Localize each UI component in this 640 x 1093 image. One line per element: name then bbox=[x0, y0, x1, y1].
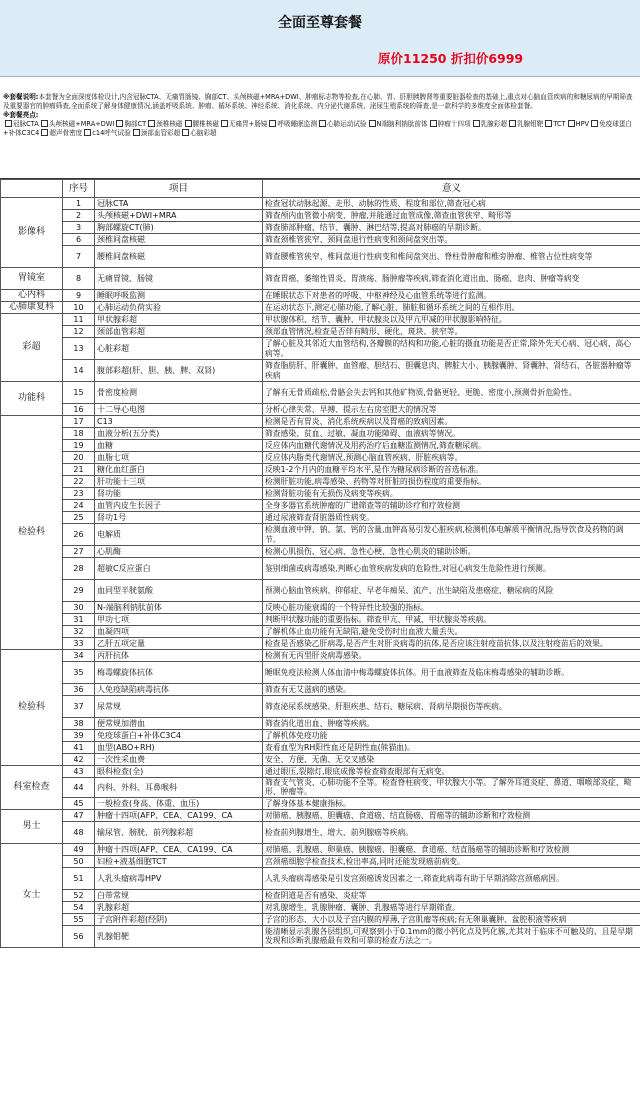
features-label: ※套餐亮点: bbox=[3, 111, 38, 119]
item-cell: 乙肝五项定量 bbox=[95, 638, 263, 650]
no-cell: 22 bbox=[63, 476, 95, 488]
meaning-cell: 筛查脂肪肝、肝囊肿、血管瘤、胆结石、胆囊息肉、脾脏大小、胰腺囊肿、肾囊肿、肾结石、各脏器肿瘤等疾病 bbox=[263, 360, 640, 382]
table-row bbox=[1, 843, 640, 855]
item-cell: 无痛胃镜、肠镜 bbox=[95, 268, 263, 290]
feature-item: 冠脉CTA bbox=[13, 120, 39, 128]
meaning-cell: 对乳腺增生、乳腺肿瘤、囊肿、乳腺癌等进行早期筛查。 bbox=[263, 901, 640, 913]
meaning-cell: 筛查感染、贫血、过敏、凝血功能障碍、血液病等情况。 bbox=[263, 428, 640, 440]
no-cell: 7 bbox=[63, 246, 95, 268]
checkup-table bbox=[0, 179, 640, 948]
header bbox=[0, 0, 640, 77]
table-row bbox=[1, 404, 640, 416]
table-row bbox=[1, 626, 640, 638]
feature-checkbox bbox=[185, 120, 192, 127]
dept-cell: 功能科 bbox=[1, 382, 63, 416]
feature-item: 心肺运动试验 bbox=[327, 120, 367, 128]
dept-cell: 影像科 bbox=[1, 198, 63, 268]
no-cell: 29 bbox=[63, 580, 95, 602]
item-cell: 妇检+液基细胞TCT bbox=[95, 855, 263, 867]
no-cell: 36 bbox=[63, 684, 95, 696]
item-cell: 肿瘤十四项(AFP、CEA、CA199、CA bbox=[95, 843, 263, 855]
no-cell: 25 bbox=[63, 512, 95, 524]
no-cell: 20 bbox=[63, 452, 95, 464]
item-cell: 睡眠呼吸监测 bbox=[95, 290, 263, 302]
item-cell: 心脏彩超 bbox=[95, 338, 263, 360]
item-cell: 一次性采血费 bbox=[95, 754, 263, 766]
feature-checkbox bbox=[269, 120, 276, 127]
table-row bbox=[1, 210, 640, 222]
features-list bbox=[3, 120, 632, 137]
item-cell: 血糖 bbox=[95, 440, 263, 452]
no-cell: 50 bbox=[63, 855, 95, 867]
meaning-cell: 了解身体基本健康指标。 bbox=[263, 797, 640, 809]
feature-checkbox bbox=[473, 120, 480, 127]
table-row bbox=[1, 314, 640, 326]
header-item: 项目 bbox=[95, 180, 263, 198]
page-title: 全面至尊套餐 bbox=[0, 12, 640, 32]
dept-cell: 检验科 bbox=[1, 416, 63, 650]
item-cell: 梅毒螺旋体抗体 bbox=[95, 662, 263, 684]
meaning-cell: 筛查肺部肿瘤、结节、囊肿、淋巴结等,提高对肺癌的早期诊断。 bbox=[263, 222, 640, 234]
item-cell: 头颅核磁+DWI+MRA bbox=[95, 210, 263, 222]
item-cell: 骨密度检测 bbox=[95, 382, 263, 404]
table-row bbox=[1, 855, 640, 867]
table-row bbox=[1, 742, 640, 754]
table-row bbox=[1, 889, 640, 901]
table-row bbox=[1, 650, 640, 662]
meaning-cell: 筛查消化道出血、肿瘤等疾病。 bbox=[263, 718, 640, 730]
no-cell: 12 bbox=[63, 326, 95, 338]
no-cell: 42 bbox=[63, 754, 95, 766]
item-cell: 输尿管、膀胱、前列腺彩超 bbox=[95, 821, 263, 843]
meaning-cell: 全身多器官系统肿瘤的广谱筛查等的辅助诊疗和疗效检测 bbox=[263, 500, 640, 512]
table-row bbox=[1, 662, 640, 684]
item-cell: 糖化血红蛋白 bbox=[95, 464, 263, 476]
item-cell: 血凝四项 bbox=[95, 626, 263, 638]
table-row bbox=[1, 754, 640, 766]
meaning-cell: 检测肝脏功能,病毒感染、药物等对肝脏的损伤程度的重要指标。 bbox=[263, 476, 640, 488]
feature-item: 腰椎核磁 bbox=[193, 120, 219, 128]
no-cell: 48 bbox=[63, 821, 95, 843]
no-cell: 16 bbox=[63, 404, 95, 416]
item-cell: N-端脑利钠肽前体 bbox=[95, 602, 263, 614]
feature-checkbox bbox=[84, 129, 91, 136]
item-cell: 内科、外科、耳鼻喉科 bbox=[95, 778, 263, 798]
table-row bbox=[1, 382, 640, 404]
feature-checkbox bbox=[369, 120, 376, 127]
meaning-cell: 鉴别细菌或病毒感染,判断心血管疾病发病的危险性,对冠心病发生危险性进行预测。 bbox=[263, 558, 640, 580]
item-cell: 人乳头瘤病毒HPV bbox=[95, 867, 263, 889]
item-cell: 肾功1号 bbox=[95, 512, 263, 524]
meaning-cell: 反映1-2个月内的血糖平均水平,是作为糖尿病诊断的首选标准。 bbox=[263, 464, 640, 476]
no-cell: 49 bbox=[63, 843, 95, 855]
meaning-cell: 判断甲状腺功能的重要指标。筛查甲亢、甲减、甲状腺炎等疾病。 bbox=[263, 614, 640, 626]
feature-item: c14呼气试验 bbox=[92, 129, 130, 137]
no-cell: 26 bbox=[63, 524, 95, 546]
no-cell: 23 bbox=[63, 488, 95, 500]
no-cell: 51 bbox=[63, 867, 95, 889]
feature-item: 乳腺钼靶 bbox=[517, 120, 543, 128]
feature-checkbox bbox=[545, 120, 552, 127]
meaning-cell: 检测是否有胃炎、消化系统疾病以及胃癌的致病因素。 bbox=[263, 416, 640, 428]
feature-checkbox bbox=[319, 120, 326, 127]
meaning-cell: 通过尿液筛查肾脏器质性病变。 bbox=[263, 512, 640, 524]
item-cell: 肝功能十三项 bbox=[95, 476, 263, 488]
meaning-cell: 检测肾脏功能有无损伤及病变等疾病。 bbox=[263, 488, 640, 500]
table-row bbox=[1, 925, 640, 947]
dept-cell: 心内科 bbox=[1, 290, 63, 302]
no-cell: 17 bbox=[63, 416, 95, 428]
table-row bbox=[1, 268, 640, 290]
feature-item: 颈部血管彩超 bbox=[141, 129, 181, 137]
table-row bbox=[1, 696, 640, 718]
feature-checkbox bbox=[221, 120, 228, 127]
dept-cell: 彩超 bbox=[1, 314, 63, 382]
meaning-cell: 甲状腺体积、结节、囊肿、甲状腺炎以及甲亢甲减的甲状腺影响特征。 bbox=[263, 314, 640, 326]
item-cell: 胸部螺旋CT(肺) bbox=[95, 222, 263, 234]
item-cell: 血同型半胱氨酸 bbox=[95, 580, 263, 602]
meaning-cell: 了解机体止血功能有无缺陷,避免受伤时出血液大量丢失。 bbox=[263, 626, 640, 638]
meaning-cell: 睡眠免疫法检测人体血清中梅毒螺旋体抗体。用于血液筛查及临床梅毒感染的辅助诊断。 bbox=[263, 662, 640, 684]
dept-cell: 女士 bbox=[1, 843, 63, 947]
item-cell: 腹部彩超(肝、胆、胰、脾、双肾) bbox=[95, 360, 263, 382]
no-cell: 37 bbox=[63, 696, 95, 718]
item-cell: 血型(ABO+RH) bbox=[95, 742, 263, 754]
table-row bbox=[1, 476, 640, 488]
item-cell: 肾功能 bbox=[95, 488, 263, 500]
header-no: 序号 bbox=[63, 180, 95, 198]
no-cell: 27 bbox=[63, 546, 95, 558]
table-row bbox=[1, 580, 640, 602]
feature-checkbox bbox=[430, 120, 437, 127]
feature-item: 胸部CT bbox=[124, 120, 146, 128]
no-cell: 38 bbox=[63, 718, 95, 730]
table-row bbox=[1, 246, 640, 268]
dept-cell: 科室检查 bbox=[1, 766, 63, 810]
meaning-cell: 子宫的形态、大小以及子宫内膜的厚薄,子宫肌瘤等疾病;有无卵巢囊肿、盆腔积液等疾病 bbox=[263, 913, 640, 925]
item-cell: 一般检查(身高、体重、血压) bbox=[95, 797, 263, 809]
no-cell: 3 bbox=[63, 222, 95, 234]
item-cell: 白带常规 bbox=[95, 889, 263, 901]
no-cell: 1 bbox=[63, 198, 95, 210]
feature-item: 肿瘤十四项 bbox=[438, 120, 471, 128]
no-cell: 52 bbox=[63, 889, 95, 901]
table-row bbox=[1, 440, 640, 452]
table-row bbox=[1, 326, 640, 338]
package-description bbox=[0, 77, 640, 179]
meaning-cell: 了解心脏及其邻近大血管结构,各瓣膜的结构和功能,心脏的摄血功能是否正常,除外先天心病、冠心病、高心病等。 bbox=[263, 338, 640, 360]
table-row bbox=[1, 797, 640, 809]
item-cell: 心肌酶 bbox=[95, 546, 263, 558]
item-cell: 冠脉CTA bbox=[95, 198, 263, 210]
meaning-cell: 了解机体免疫功能 bbox=[263, 730, 640, 742]
meaning-cell: 检查阴道是否有感染、炎症等 bbox=[263, 889, 640, 901]
table-row bbox=[1, 901, 640, 913]
item-cell: 甲功七项 bbox=[95, 614, 263, 626]
meaning-cell: 对肺癌、胰腺癌、胆囊癌、食道癌、结直肠癌、胃癌等的辅助诊断和疗效检测 bbox=[263, 809, 640, 821]
no-cell: 2 bbox=[63, 210, 95, 222]
meaning-cell: 查看血型为RH阳性血还是阴性血(熊猫血)。 bbox=[263, 742, 640, 754]
table-row bbox=[1, 428, 640, 440]
price-label: 原价11250 折扣价6999 bbox=[378, 49, 523, 67]
meaning-cell: 反应体内脂类代谢情况,预测心脑血管疾病、肝脏疾病等。 bbox=[263, 452, 640, 464]
meaning-cell: 筛查腰椎管狭窄、椎间盘退行性病变和椎间盘突出、脊柱骨肿瘤和椎旁肿瘤、椎管占位性病变等 bbox=[263, 246, 640, 268]
meaning-cell: 反映心脏功能衰竭的一个特异性比较强的指标。 bbox=[263, 602, 640, 614]
no-cell: 13 bbox=[63, 338, 95, 360]
meaning-cell: 颈部血管情况,检查是否伴有畸形、硬化、斑块、狭窄等。 bbox=[263, 326, 640, 338]
no-cell: 8 bbox=[63, 268, 95, 290]
item-cell: 眼科检查(全) bbox=[95, 766, 263, 778]
meaning-cell: 宫颈癌细胞学检查技术,检出率高,同时还能发现癌前病变。 bbox=[263, 855, 640, 867]
feature-item: N端脑利钠肽前体 bbox=[377, 120, 428, 128]
table-row bbox=[1, 821, 640, 843]
meaning-cell: 分析心律失常、早搏、提示左右房室肥大的情况等 bbox=[263, 404, 640, 416]
table-row bbox=[1, 302, 640, 314]
item-cell: C13 bbox=[95, 416, 263, 428]
table-body bbox=[1, 198, 640, 948]
table-row bbox=[1, 684, 640, 696]
feature-item: 呼吸睡眠监测 bbox=[277, 120, 317, 128]
feature-item: 超声骨密度 bbox=[49, 129, 82, 137]
dept-cell: 心肺康复科 bbox=[1, 302, 63, 314]
no-cell: 10 bbox=[63, 302, 95, 314]
item-cell: 尿常规 bbox=[95, 696, 263, 718]
feature-checkbox bbox=[41, 129, 48, 136]
item-cell: 甲状腺彩超 bbox=[95, 314, 263, 326]
dept-cell: 男士 bbox=[1, 809, 63, 843]
no-cell: 24 bbox=[63, 500, 95, 512]
no-cell: 41 bbox=[63, 742, 95, 754]
meaning-cell: 通过眼压,裂隙灯,眼底成像等检查筛查眼部有无病变。 bbox=[263, 766, 640, 778]
feature-item: 头颅核磁+MRA+DWI bbox=[49, 120, 114, 128]
no-cell: 33 bbox=[63, 638, 95, 650]
meaning-cell: 检查是否感染乙肝病毒,是否产生对肝炎病毒的抗体,是否应该注射疫苗抗体,以及注射疫苗后的效果。 bbox=[263, 638, 640, 650]
no-cell: 18 bbox=[63, 428, 95, 440]
no-cell: 34 bbox=[63, 650, 95, 662]
header-dept bbox=[1, 180, 63, 198]
header-meaning: 意义 bbox=[263, 180, 640, 198]
meaning-cell: 检测血液中钾、钠、氯、钙的含量,血钾高易引发心脏疾病,检测机体电解质平衡情况,指导饮食及药物的调节。 bbox=[263, 524, 640, 546]
feature-item: 心脑彩超 bbox=[190, 129, 216, 137]
no-cell: 55 bbox=[63, 913, 95, 925]
intro-text: 本套餐为全面深度体检设计,内含冠脉CTA、无痛胃肠镜、胸部CT、头颅核磁+MRA+DWI、肿瘤标志物等检查,在心肺、胃、肝胆胰脾肾等重要脏器检查的基础上,重点对心脑血管疾病的和糖尿病的早期筛查及重要器官的肿瘤筛查,全面系统了解身体健康情况,涵盖呼吸系统、肿瘤、循环系统、神经系统、消化系统、内分泌代谢系统、泌尿生殖系统的筛查,是一款科学的多维度全面体检套餐。 bbox=[3, 93, 633, 110]
table-row bbox=[1, 452, 640, 464]
table-row bbox=[1, 614, 640, 626]
meaning-cell: 安全、方便、无菌、无交叉感染 bbox=[263, 754, 640, 766]
table-row bbox=[1, 234, 640, 246]
feature-item: HPV bbox=[576, 120, 589, 128]
item-cell: 心肺运动负荷实验 bbox=[95, 302, 263, 314]
table-row bbox=[1, 638, 640, 650]
item-cell: 便常规加潜血 bbox=[95, 718, 263, 730]
no-cell: 54 bbox=[63, 901, 95, 913]
meaning-cell: 在运动状态下,测定心肺功能,了解心脏、肺脏和循环系统之间的互相作用。 bbox=[263, 302, 640, 314]
meaning-cell: 对肺癌、乳腺癌、卵巢癌、胰腺癌、胆囊癌、食道癌、结直肠癌等的辅助诊断和疗效检测 bbox=[263, 843, 640, 855]
feature-item: 颈椎核磁 bbox=[156, 120, 182, 128]
table-row bbox=[1, 558, 640, 580]
feature-item: 无痛胃+肠镜 bbox=[229, 120, 268, 128]
meaning-cell: 在睡眠状态下对患者的呼吸、中枢神经及心血管系统等进行监测。 bbox=[263, 290, 640, 302]
feature-checkbox bbox=[182, 129, 189, 136]
item-cell: 丙肝抗体 bbox=[95, 650, 263, 662]
item-cell: 电解质 bbox=[95, 524, 263, 546]
table-row bbox=[1, 360, 640, 382]
table-row bbox=[1, 524, 640, 546]
table-row bbox=[1, 718, 640, 730]
item-cell: 十二导心电图 bbox=[95, 404, 263, 416]
no-cell: 43 bbox=[63, 766, 95, 778]
meaning-cell: 筛查有无艾滋病的感染。 bbox=[263, 684, 640, 696]
feature-checkbox bbox=[133, 129, 140, 136]
table-row bbox=[1, 913, 640, 925]
checkup-table-wrapper bbox=[0, 179, 640, 1093]
no-cell: 56 bbox=[63, 925, 95, 947]
feature-checkbox bbox=[591, 120, 598, 127]
meaning-cell: 筛查泌尿系统感染、肝胆疾患、结石、糖尿病、肾病早期损伤等疾病。 bbox=[263, 696, 640, 718]
table-row bbox=[1, 416, 640, 428]
no-cell: 35 bbox=[63, 662, 95, 684]
table-row bbox=[1, 809, 640, 821]
no-cell: 6 bbox=[63, 234, 95, 246]
no-cell: 11 bbox=[63, 314, 95, 326]
no-cell: 9 bbox=[63, 290, 95, 302]
meaning-cell: 筛查颈椎管狭窄、颈间盘退行性病变和颈间盘突出等。 bbox=[263, 234, 640, 246]
meaning-cell: 人乳头瘤病毒感染是引发宫颈癌诱发因素之一,筛查此病毒有助于早期消除宫颈癌病因。 bbox=[263, 867, 640, 889]
table-row bbox=[1, 222, 640, 234]
table-header-row bbox=[1, 180, 640, 198]
table-row bbox=[1, 338, 640, 360]
no-cell: 30 bbox=[63, 602, 95, 614]
meaning-cell: 检测心肌损伤、冠心病、急性心梗、急性心肌炎的辅助诊断。 bbox=[263, 546, 640, 558]
feature-item: 免疫球蛋白+补体C3C4 bbox=[3, 120, 632, 137]
table-row bbox=[1, 778, 640, 798]
no-cell: 28 bbox=[63, 558, 95, 580]
table-row bbox=[1, 488, 640, 500]
no-cell: 45 bbox=[63, 797, 95, 809]
table-row bbox=[1, 464, 640, 476]
dept-cell: 胃镜室 bbox=[1, 268, 63, 290]
table-row bbox=[1, 500, 640, 512]
no-cell: 47 bbox=[63, 809, 95, 821]
no-cell: 39 bbox=[63, 730, 95, 742]
no-cell: 44 bbox=[63, 778, 95, 798]
feature-checkbox bbox=[41, 120, 48, 127]
feature-checkbox bbox=[509, 120, 516, 127]
feature-checkbox bbox=[148, 120, 155, 127]
table-row bbox=[1, 290, 640, 302]
meaning-cell: 筛查颅内血管微小病变、肿瘤,并能通过血管成像,筛查血管狭窄、畸形等 bbox=[263, 210, 640, 222]
feature-item: 乳腺彩超 bbox=[481, 120, 507, 128]
item-cell: 超敏C反应蛋白 bbox=[95, 558, 263, 580]
table-row bbox=[1, 766, 640, 778]
dept-cell: 检验科 bbox=[1, 650, 63, 766]
no-cell: 21 bbox=[63, 464, 95, 476]
no-cell: 32 bbox=[63, 626, 95, 638]
item-cell: 颈椎间盘核磁 bbox=[95, 234, 263, 246]
no-cell: 19 bbox=[63, 440, 95, 452]
no-cell: 14 bbox=[63, 360, 95, 382]
feature-checkbox bbox=[5, 120, 12, 127]
table-row bbox=[1, 512, 640, 524]
item-cell: 血管内皮生长因子 bbox=[95, 500, 263, 512]
item-cell: 血脂七项 bbox=[95, 452, 263, 464]
table-row bbox=[1, 867, 640, 889]
meaning-cell: 反应体内血糖代谢情况及用药治疗后血糖监测情况,筛查糖尿病。 bbox=[263, 440, 640, 452]
item-cell: 颈部血管彩超 bbox=[95, 326, 263, 338]
item-cell: 乳腺钼靶 bbox=[95, 925, 263, 947]
intro-label: ※套餐说明: bbox=[3, 93, 38, 101]
meaning-cell: 检查前列腺增生、增大、前列腺癌等疾病。 bbox=[263, 821, 640, 843]
item-cell: 人免疫缺陷病毒抗体 bbox=[95, 684, 263, 696]
table-row bbox=[1, 546, 640, 558]
feature-checkbox bbox=[568, 120, 575, 127]
item-cell: 乳腺彩超 bbox=[95, 901, 263, 913]
table-row bbox=[1, 730, 640, 742]
item-cell: 血液分析(五分类) bbox=[95, 428, 263, 440]
item-cell: 肿瘤十四项(AFP、CEA、CA199、CA bbox=[95, 809, 263, 821]
item-cell: 腰椎间盘核磁 bbox=[95, 246, 263, 268]
meaning-cell: 筛查支气管炎、心肺功能不全等。检查脊柱病变、甲状腺大小等。了解外耳道炎症、鼻道、咽喉部炎症、畸形、肿瘤等。 bbox=[263, 778, 640, 798]
item-cell: 子宫附件彩超(经阴) bbox=[95, 913, 263, 925]
meaning-cell: 检查冠状动脉起源、走形、动脉的性质、程度和部位,筛查冠心病 bbox=[263, 198, 640, 210]
meaning-cell: 能清晰显示乳腺各层组织,可观察到小于0.1mm的微小钙化点及钙化簇,尤其对于临床不可触及的、且是早期发现和诊断乳腺癌最有效和可靠的检查方法之一。 bbox=[263, 925, 640, 947]
meaning-cell: 检测有无丙型肝炎病毒感染。 bbox=[263, 650, 640, 662]
item-cell: 免疫球蛋白+补体C3C4 bbox=[95, 730, 263, 742]
feature-item: TCT bbox=[553, 120, 565, 128]
meaning-cell: 筛查胃癌、萎缩性胃炎、胃溃疡、肠肿瘤等疾病,筛查消化道出血、肠癌、息肉、肿瘤等病变 bbox=[263, 268, 640, 290]
meaning-cell: 预测心脑血管疾病、抑郁症、早老年痴呆、流产、出生缺陷及患癌症、糖尿病的风险 bbox=[263, 580, 640, 602]
meaning-cell: 了解有无骨质疏松,骨骼会失去钙和其他矿物质,骨骼更轻、更脆、密度小,预测骨折危险性。 bbox=[263, 382, 640, 404]
table-row bbox=[1, 602, 640, 614]
no-cell: 31 bbox=[63, 614, 95, 626]
table-row bbox=[1, 198, 640, 210]
feature-checkbox bbox=[116, 120, 123, 127]
no-cell: 15 bbox=[63, 382, 95, 404]
